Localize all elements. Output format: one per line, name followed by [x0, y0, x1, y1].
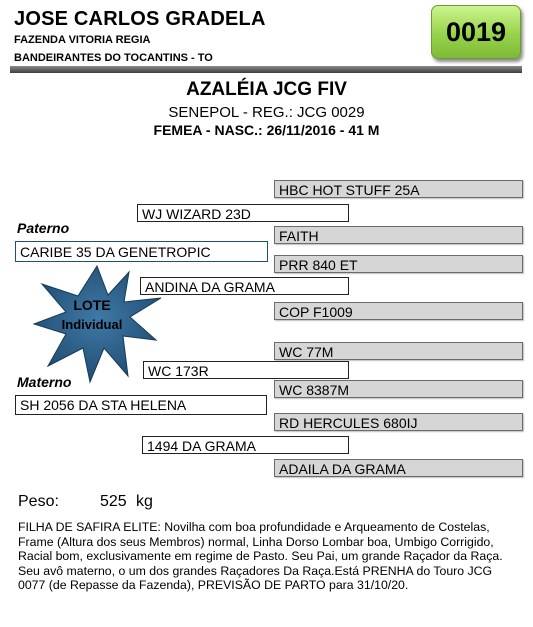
sex-birth-date: FEMEA - NASC.: 26/11/2016 - 41 M — [153, 122, 380, 138]
pedigree-maternal-granddam: 1494 DA GRAMA — [142, 436, 349, 454]
maternal-label: Materno — [17, 374, 72, 390]
header-divider — [10, 66, 522, 73]
pedigree-pgd-dam: COP F1009 — [274, 302, 523, 320]
farm-location: BANDEIRANTES DO TOCANTINS - TO — [14, 52, 213, 64]
pedigree-dam: SH 2056 DA STA HELENA — [15, 395, 267, 415]
pedigree-pgs-dam: FAITH — [274, 226, 523, 244]
pedigree-mgs-dam: WC 8387M — [274, 380, 523, 398]
pedigree-mgs-sire: WC 77M — [274, 342, 523, 360]
weight-value: 525 — [100, 493, 127, 510]
breed-registration: SENEPOL - REG.: JCG 0029 — [168, 104, 365, 121]
pedigree-pgd-sire: PRR 840 ET — [274, 255, 523, 273]
pedigree-maternal-grandsire: WC 173R — [143, 361, 349, 379]
owner-name: JOSE CARLOS GRADELA — [14, 8, 266, 30]
paternal-label: Paterno — [17, 220, 70, 236]
pedigree-sire: CARIBE 35 DA GENETROPIC — [15, 241, 268, 262]
pedigree-paternal-grandsire: WJ WIZARD 23D — [137, 204, 349, 222]
pedigree-mgd-dam: ADAILA DA GRAMA — [274, 459, 523, 477]
pedigree-paternal-granddam: ANDINA DA GRAMA — [140, 277, 349, 295]
pedigree-mgd-sire: RD HERCULES 680IJ — [274, 413, 523, 431]
badge-line1: LOTE — [73, 297, 111, 313]
weight-unit: kg — [136, 493, 153, 510]
animal-name: AZALÉIA JCG FIV — [186, 79, 347, 100]
weight-label: Peso: — [18, 493, 59, 510]
farm-name: FAZENDA VITORIA REGIA — [14, 34, 151, 46]
pedigree-pgs-sire: HBC HOT STUFF 25A — [274, 180, 523, 198]
animal-description: FILHA DE SAFIRA ELITE: Novilha com boa profundidade e Arqueamento de Costelas, Frame (Altura dos seus Membros) normal, Linha Dorso Lombar boa, Umbigo Corrigido, Racial bom, exclusivamente em regime de Pasto. Seu Pai, um grande Raçador da Raça. Seu avô materno, o um dos grandes Raçadores Da Raça.Está PRENHA do Touro JCG 0077 (de Repasse da Fazenda), PREVISÃO DE PARTO para 31/10/20. — [18, 520, 503, 592]
lot-number-badge: 0019 — [431, 5, 521, 59]
badge-line2: Individual — [61, 317, 123, 332]
